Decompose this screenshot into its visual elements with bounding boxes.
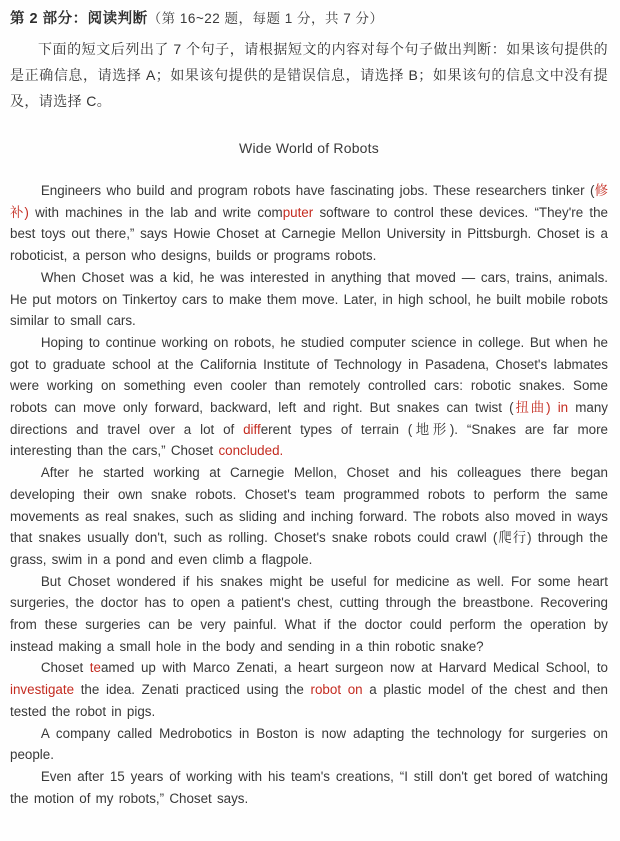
red-marked-text: in <box>557 400 569 416</box>
paragraph-text: A company called Medrobotics in Boston is now adapting the technology for surgeries on people. <box>10 725 608 763</box>
paragraph-text: When Choset was a kid, he was interested in anything that moved — cars, trains, animals. He put motors on Tinkertoy cars to make them move. Later, in high school, he built mobile robots similar to small cars. <box>10 269 608 329</box>
paragraph-text: a plastic model of the chest and then tested the robot in pigs. <box>10 682 608 719</box>
paragraph <box>10 571 608 658</box>
red-marked-text: 扭曲) <box>513 400 551 416</box>
red-marked-text: te <box>89 660 101 676</box>
paragraph <box>10 462 608 571</box>
paragraph <box>10 180 608 267</box>
paragraph-text: But Choset wondered if his snakes might be useful for medicine as well. For some heart surgeries, the doctor has to open a patient's chest, cutting through the breastbone. Recovering from these surgeries can be very painful. What if the doctor could perform the operation by instead making a small hole in the body and sending in a thin robotic snake? <box>10 573 608 654</box>
section-header <box>10 8 608 30</box>
instructions-text: 下面的短文后列出了 7 个句子，请根据短文的内容对每个句子做出判断：如果该句提供的是正确信息，请选择 A；如果该句提供的是错误信息，请选择 B；如果该句的信息文中没有提及，请选择 C。 <box>10 41 608 109</box>
red-marked-text: 修补) <box>10 183 609 220</box>
paragraph <box>10 766 608 809</box>
article-body <box>10 180 608 809</box>
paragraph-text: many directions and travel over a lot of <box>10 400 609 437</box>
paragraph-text: the idea. Zenati practiced using the <box>74 682 311 698</box>
paragraph-text: After he started working at Carnegie Mellon, Choset and his colleagues there began developing their own snake robots. Choset's team programmed robots to perform the same movements as real snakes, such as sliding and inching forward. The robots also moved in ways that snakes usually don't, such as rolling. Choset's snake robots could crawl (爬行) through the grass, swim in a pond and even climb a flagpole. <box>10 465 608 567</box>
paragraph <box>10 657 608 722</box>
paragraph-text: software to control these devices. “They're the best toys out there,” says Howie Choset at Carnegie Mellon University in Pittsburgh. Choset is a roboticist, a person who designs, builds or programs robots. <box>10 204 609 264</box>
red-marked-text: investigate <box>10 682 75 698</box>
paragraph-text: Engineers who build and program robots have fascinating jobs. These researchers tinker ( <box>40 183 595 198</box>
paragraph-text <box>551 400 558 415</box>
section-title: 第 2 部分：阅读判断 <box>10 11 148 27</box>
section-meta: （第 16~22 题，每题 1 分，共 7 分） <box>147 11 384 26</box>
paragraph-text: amed up with Marco Zenati, a heart surgeon now at Harvard Medical School, to <box>100 660 608 676</box>
article-title: Wide World of Robots <box>239 140 379 156</box>
red-marked-text: concluded. <box>218 443 284 459</box>
paragraph <box>10 332 608 462</box>
paragraph-text: Hoping to continue working on robots, he studied computer science in college. But when he got to graduate school at the California Institute of Technology in Pasadena, Choset's labmates were working on something even cooler than remotely controlled cars: robotic snakes. Some robots can move only forward, backward, left and right. But snakes can twist ( <box>10 334 608 416</box>
paragraph-text: Choset <box>40 660 90 676</box>
paragraph <box>10 267 608 332</box>
red-marked-text: robot on <box>310 682 363 698</box>
red-marked-text: diff <box>243 421 261 437</box>
paragraph-text: with machines in the lab and write com <box>28 204 283 220</box>
paragraph-text: Even after 15 years of working with his team's creations, “I still don't get bored of watching the motion of my robots,” Choset says. <box>10 768 608 806</box>
paragraph <box>10 723 608 766</box>
red-marked-text: puter <box>282 204 314 220</box>
paragraph-text: erent types of terrain (地形). “Snakes are far more interesting than the cars,” Choset <box>10 421 608 459</box>
